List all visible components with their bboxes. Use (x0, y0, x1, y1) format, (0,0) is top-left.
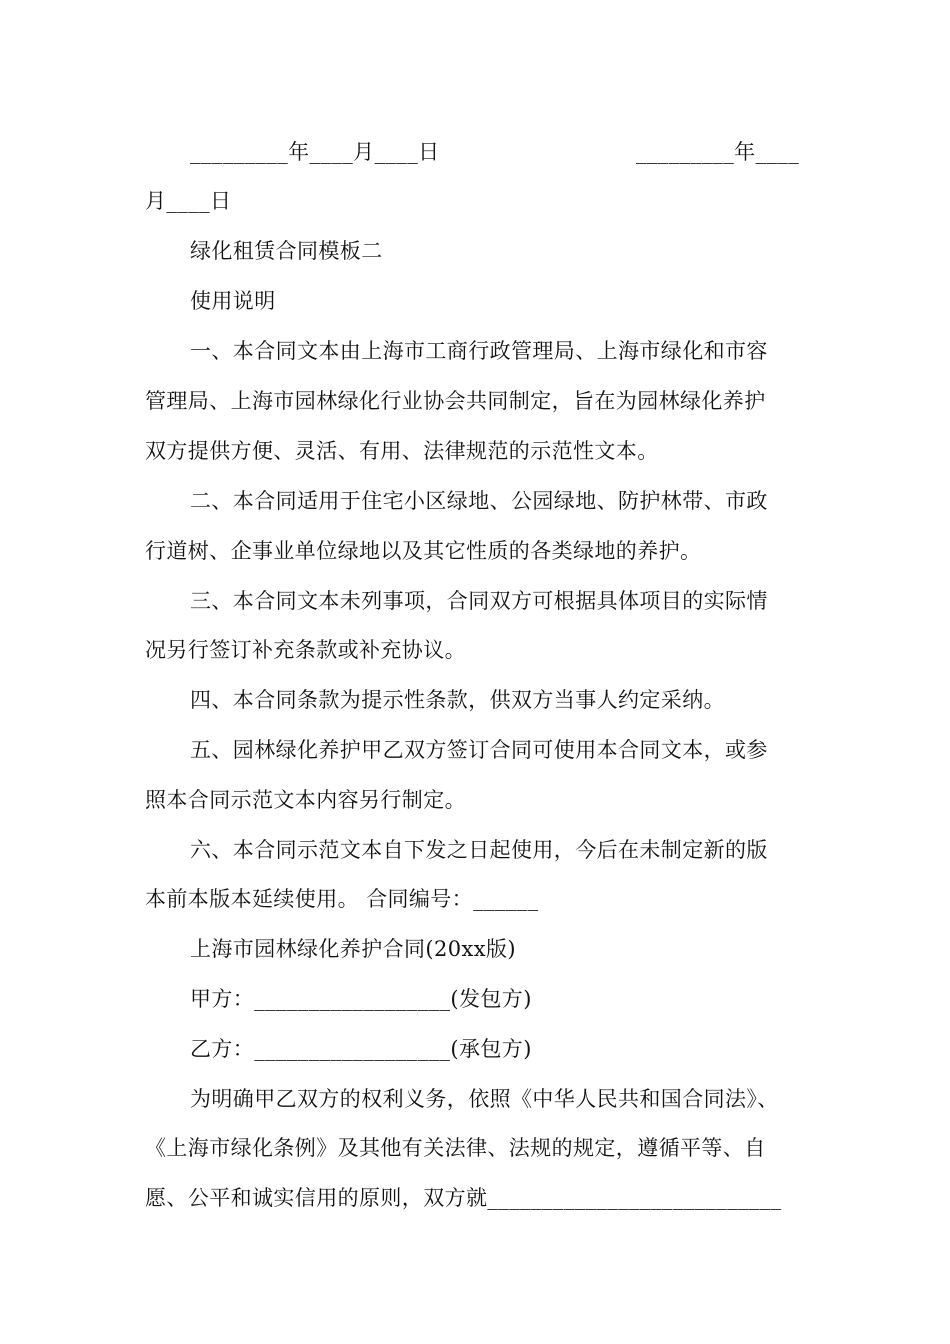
date-line-right: _________年____ (636, 140, 800, 164)
date-line-continuation: 月____日 (145, 189, 232, 213)
section-heading: 使用说明 (190, 289, 276, 313)
paragraph-line: 《上海市绿化条例》及其他有关法律、法规的规定，遵循平等、自 (145, 1136, 766, 1160)
paragraph-line: 双方提供方便、灵活、有用、法律规范的示范性文本。 (145, 439, 659, 463)
party-a-line: 甲方：__________________(发包方) (190, 987, 532, 1011)
party-b-line: 乙方：__________________(承包方) (190, 1037, 532, 1061)
date-line-left: _________年____月____日 (190, 140, 440, 164)
paragraph-line: 二、本合同适用于住宅小区绿地、公园绿地、防护林带、市政 (190, 489, 768, 513)
paragraph-line: 本前本版本延续使用。 合同编号：______ (145, 887, 539, 911)
document-title: 绿化租赁合同模板二 (190, 239, 383, 263)
paragraph-line: 三、本合同文本未列事项，合同双方可根据具体项目的实际情 (190, 589, 768, 613)
paragraph-line: 一、本合同文本由上海市工商行政管理局、上海市绿化和市容 (190, 339, 768, 363)
paragraph-line: 四、本合同条款为提示性条款，供双方当事人约定采纳。 (190, 688, 725, 712)
paragraph-line: 行道树、企事业单位绿地以及其它性质的各类绿地的养护。 (145, 539, 702, 563)
paragraph-line: 为明确甲乙双方的权利义务，依照《中华人民共和国合同法》、 (190, 1087, 779, 1111)
paragraph-line: 五、园林绿化养护甲乙双方签订合同可使用本合同文本，或参 (190, 738, 768, 762)
paragraph-line: 照本合同示范文本内容另行制定。 (145, 788, 466, 812)
paragraph-line: 管理局、上海市园林绿化行业协会共同制定，旨在为园林绿化养护 (145, 389, 766, 413)
paragraph-line: 况另行签订补充条款或补充协议。 (145, 638, 466, 662)
paragraph-line: 愿、公平和诚实信用的原则，双方就___________________________ (145, 1186, 782, 1210)
paragraph-line: 六、本合同示范文本自下发之日起使用，今后在未制定新的版 (190, 838, 768, 862)
contract-title: 上海市园林绿化养护合同(20xx版) (190, 937, 516, 961)
